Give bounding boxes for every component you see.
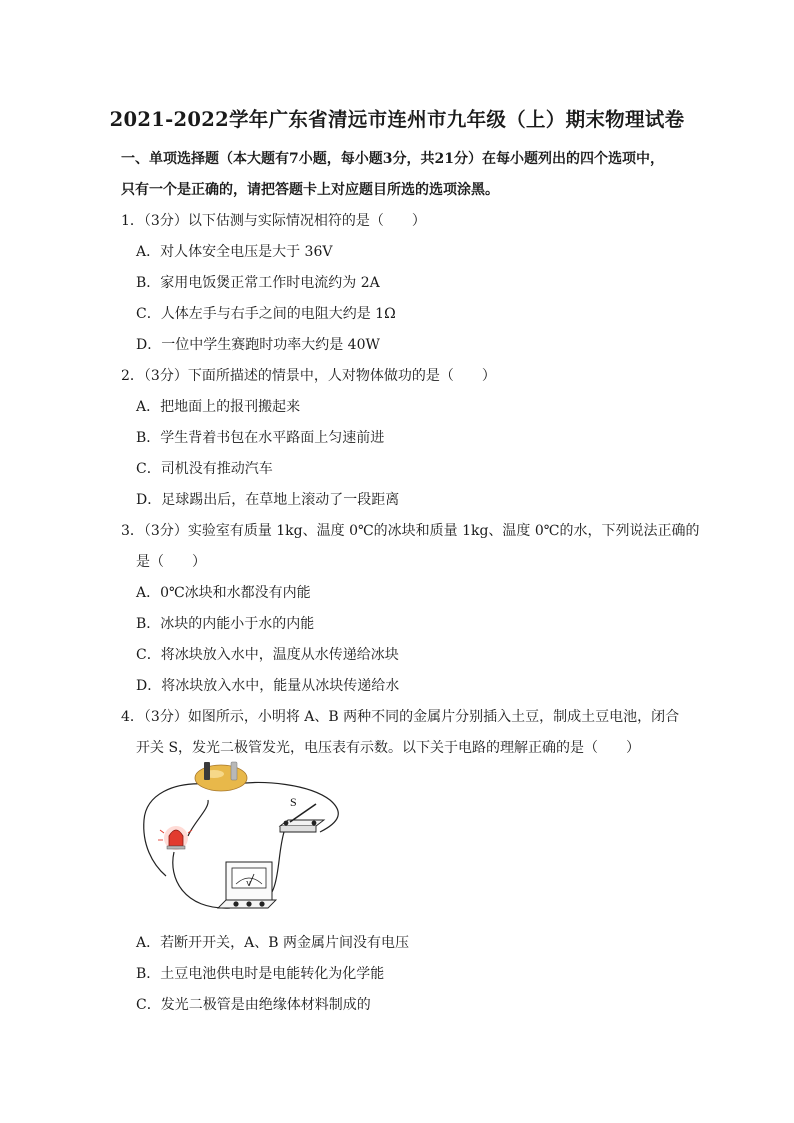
switch-terminal — [284, 821, 289, 826]
potato-battery-circuit-figure — [134, 760, 364, 928]
switch-terminal — [312, 821, 317, 826]
section-heading — [121, 144, 681, 206]
label-b — [201, 760, 209, 761]
metal-strip-a — [231, 762, 237, 780]
question-1-stem — [121, 206, 681, 237]
section-heading-line-2: 只有一个是正确的，请把答题卡上对应题目所选的选项涂黑。 — [121, 182, 499, 198]
voltmeter-terminal — [246, 901, 251, 906]
question-3-option-c: C．将冰块放入水中，温度从水传递给冰块 — [136, 647, 399, 663]
question-3-option-a: A．0℃冰块和水都没有内能 — [136, 585, 311, 601]
question-3-option-d: D．将冰块放入水中，能量从冰块传递给水 — [136, 678, 400, 694]
question-4-stem-line-2: 开关 S，发光二极管发光，电压表有示数。以下关于电路的理解正确的是（ ） — [136, 740, 641, 756]
voltmeter-label: V — [246, 880, 252, 888]
question-2-stem-line-1: 2．（3分）下面所描述的情景中，人对物体做功的是（ ） — [121, 368, 496, 384]
page-title: 2021-2022学年广东省清远市连州市九年级（上）期末物理试卷 — [109, 108, 685, 131]
voltmeter-terminal — [259, 901, 264, 906]
question-4-option-c: C．发光二极管是由绝缘体材料制成的 — [136, 997, 371, 1013]
label-a — [230, 760, 239, 761]
question-2-option-b: B．学生背着书包在水平路面上匀速前进 — [136, 430, 385, 446]
question-3-stem — [121, 516, 700, 578]
question-4-option-a: A．若断开开关，A、B 两金属片间没有电压 — [136, 935, 409, 951]
question-2-option-d: D．足球踢出后，在草地上滚动了一段距离 — [136, 492, 400, 508]
led-bulb — [169, 830, 183, 846]
question-2-option-c: C．司机没有推动汽车 — [136, 461, 273, 477]
led-base — [167, 846, 185, 849]
question-1-stem-line-1: 1．（3分）以下估测与实际情况相符的是（ ） — [121, 213, 426, 229]
question-4-stem-line-1: 4．（3分）如图所示，小明将 A、B 两种不同的金属片分别插入土豆，制成土豆电池，闭合 — [121, 709, 680, 725]
label-s: S — [290, 795, 297, 809]
question-3-option-b: B．冰块的内能小于水的内能 — [136, 616, 315, 632]
question-2-option-a: A．把地面上的报刊搬起来 — [136, 399, 301, 415]
question-3-stem-line-2: 是（ ） — [136, 554, 206, 570]
question-1-option-d: D．一位中学生赛跑时功率大约是 40W — [136, 337, 380, 353]
question-4-stem — [121, 702, 681, 764]
section-heading-line-1: 一、单项选择题（本大题有7小题，每小题3分，共21分）在每小题列出的四个选项中， — [121, 151, 664, 167]
question-2-stem — [121, 361, 681, 392]
led-ray — [160, 830, 164, 833]
switch-base-side — [280, 826, 316, 832]
metal-strip-b — [204, 762, 210, 780]
voltmeter-terminal — [233, 901, 238, 906]
question-4-option-b: B．土豆电池供电时是电能转化为化学能 — [136, 966, 385, 982]
question-1-option-c: C．人体左手与右手之间的电阻大约是 1Ω — [136, 306, 396, 322]
question-1-option-a: A．对人体安全电压是大于 36V — [136, 244, 333, 260]
question-3-stem-line-1: 3．（3分）实验室有质量 1kg、温度 0℃的冰块和质量 1kg、温度 0℃的水，下列说法正确的 — [121, 523, 700, 539]
circuit-wire — [173, 852, 230, 908]
potato — [195, 765, 247, 791]
question-1-option-b: B．家用电饭煲正常工作时电流约为 2A — [136, 275, 380, 291]
